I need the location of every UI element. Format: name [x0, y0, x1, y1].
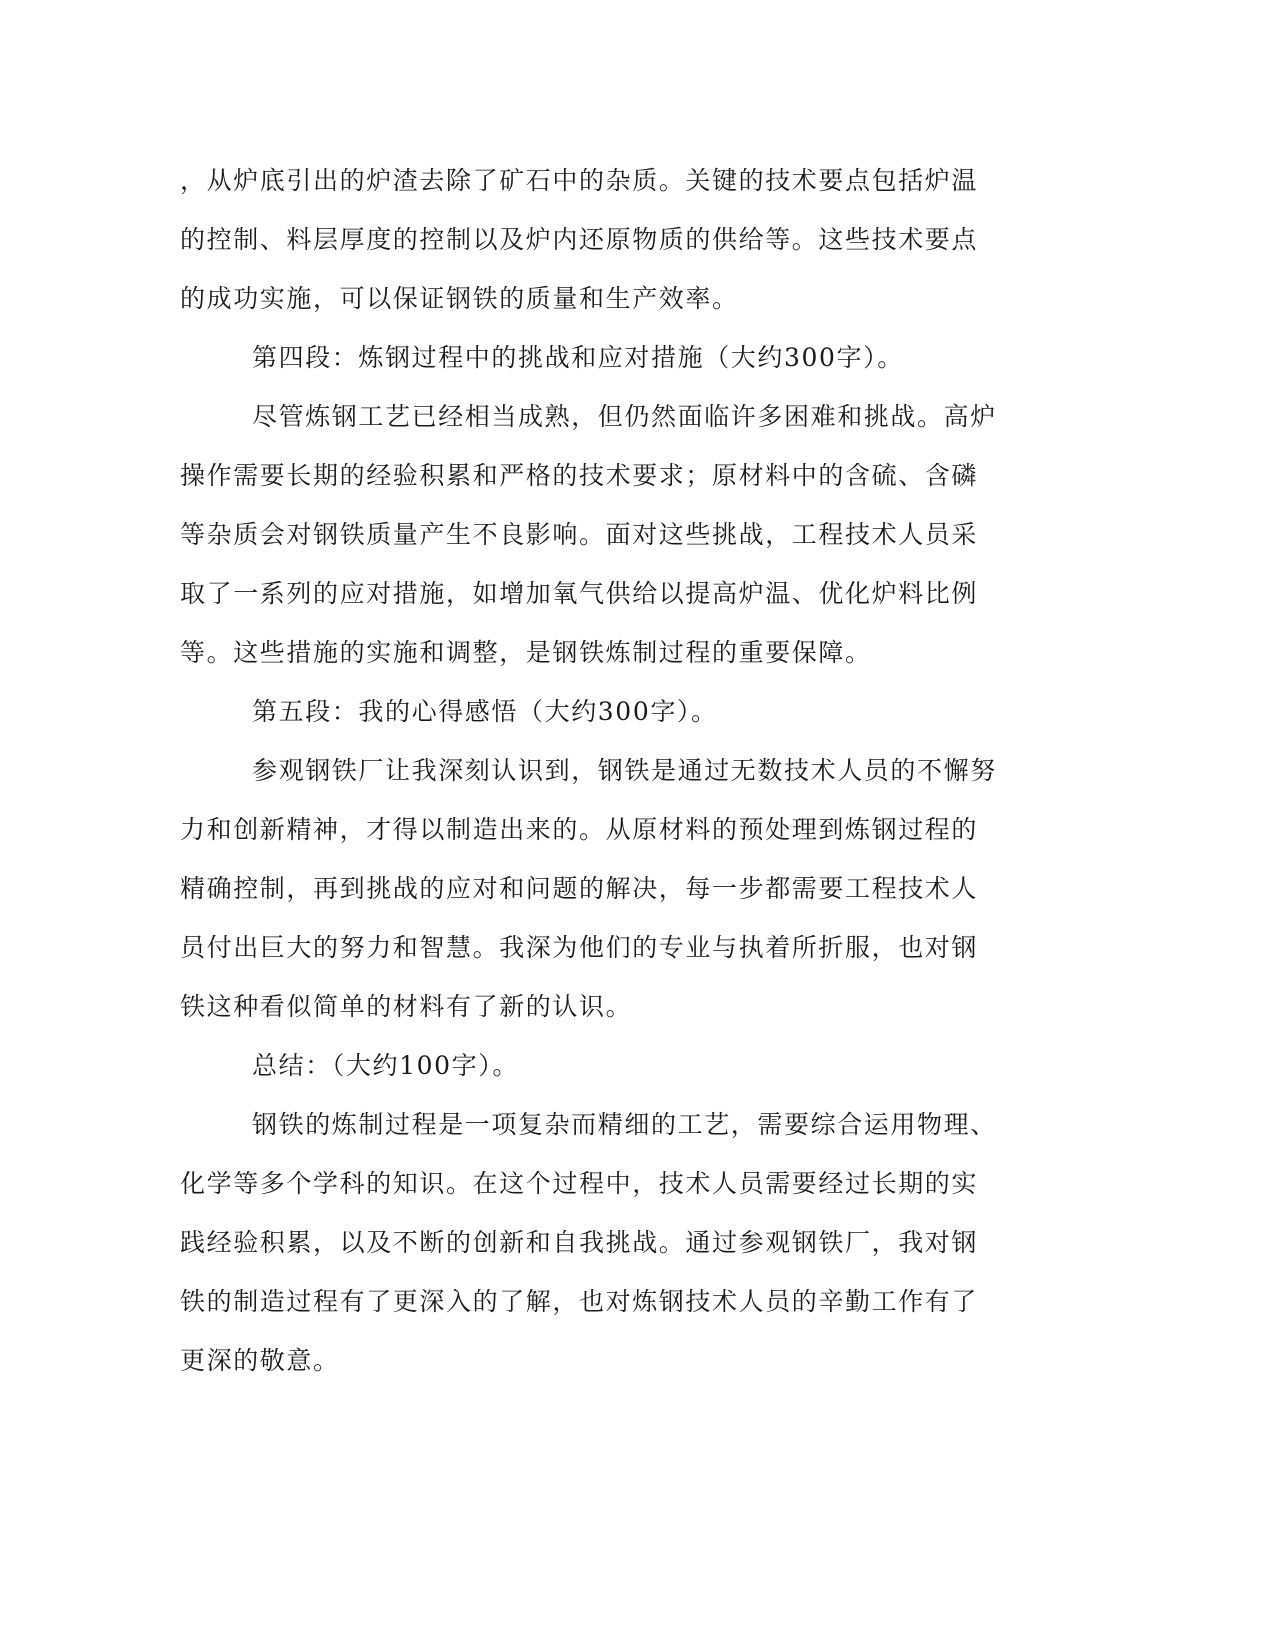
text-line [0, 1164, 1275, 1204]
text-line [0, 161, 1275, 201]
line-text: 取了一系列的应对措施，如增加氧气供给以提高炉温、优化炉料比例 [180, 579, 979, 608]
line-text: 尽管炼钢工艺已经相当成熟，但仍然面临许多困难和挑战。高炉 [252, 402, 997, 431]
section-heading [0, 692, 1275, 732]
line-text: 等。这些措施的实施和调整，是钢铁炼制过程的重要保障。 [180, 638, 872, 667]
text-line [0, 869, 1275, 909]
text-line [0, 456, 1275, 496]
text-line [0, 1282, 1275, 1322]
text-line [0, 1105, 1275, 1145]
line-text: 总结：（大约100字）。 [252, 1051, 519, 1080]
line-text: 化学等多个学科的知识。在这个过程中，技术人员需要经过长期的实 [180, 1169, 979, 1198]
line-text: 更深的敬意。 [180, 1346, 340, 1375]
text-line [0, 987, 1275, 1027]
line-text: 铁这种看似简单的材料有了新的认识。 [180, 992, 633, 1021]
line-text: 的控制、料层厚度的控制以及炉内还原物质的供给等。这些技术要点 [180, 225, 979, 254]
line-text: 力和创新精神，才得以制造出来的。从原材料的预处理到炼钢过程的 [180, 815, 979, 844]
section-heading [0, 1046, 1275, 1086]
text-line [0, 1223, 1275, 1263]
text-line [0, 633, 1275, 673]
line-text: 参观钢铁厂让我深刻认识到，钢铁是通过无数技术人员的不懈努 [252, 756, 997, 785]
text-line [0, 220, 1275, 260]
text-line [0, 397, 1275, 437]
section-heading [0, 338, 1275, 378]
line-text: 等杂质会对钢铁质量产生不良影响。面对这些挑战，工程技术人员采 [180, 520, 979, 549]
line-text: 的成功实施，可以保证钢铁的质量和生产效率。 [180, 284, 739, 313]
text-line [0, 1341, 1275, 1381]
line-text: ，从炉底引出的炉渣去除了矿石中的杂质。关键的技术要点包括炉温 [180, 166, 979, 195]
text-line [0, 574, 1275, 614]
line-text: 钢铁的炼制过程是一项复杂而精细的工艺，需要综合运用物理、 [252, 1110, 997, 1139]
line-text: 精确控制，再到挑战的应对和问题的解决，每一步都需要工程技术人 [180, 874, 979, 903]
text-line [0, 279, 1275, 319]
line-text: 第四段：炼钢过程中的挑战和应对措施（大约300字）。 [252, 343, 904, 372]
line-text: 践经验积累，以及不断的创新和自我挑战。通过参观钢铁厂，我对钢 [180, 1228, 979, 1257]
line-text: 第五段：我的心得感悟（大约300字）。 [252, 697, 718, 726]
text-line [0, 515, 1275, 555]
text-line [0, 751, 1275, 791]
line-text: 操作需要长期的经验积累和严格的技术要求；原材料中的含硫、含磷 [180, 461, 979, 490]
line-text: 员付出巨大的努力和智慧。我深为他们的专业与执着所折服，也对钢 [180, 933, 979, 962]
text-line [0, 928, 1275, 968]
line-text: 铁的制造过程有了更深入的了解，也对炼钢技术人员的辛勤工作有了 [180, 1287, 979, 1316]
text-line [0, 810, 1275, 850]
